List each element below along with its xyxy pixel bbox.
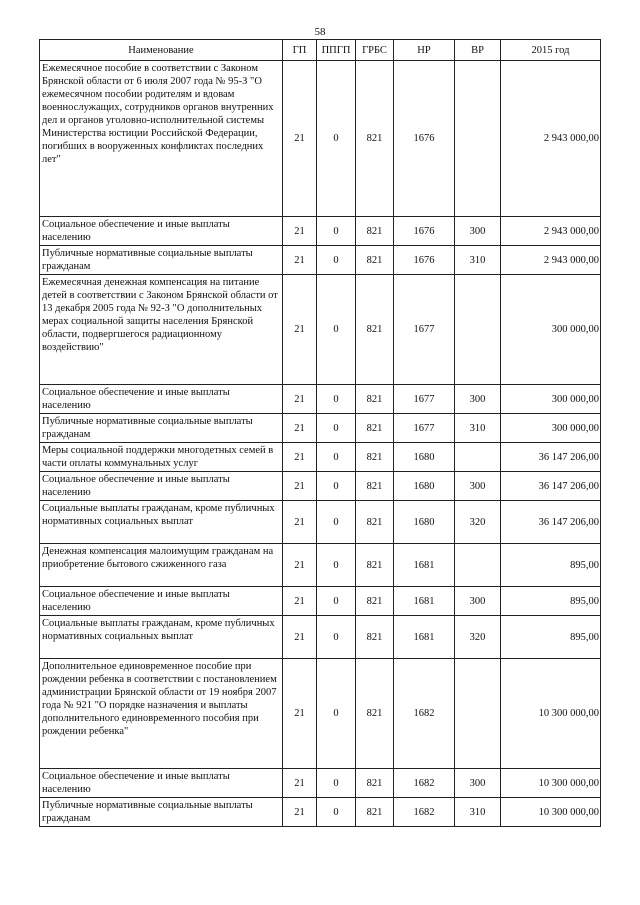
- cell-pgp: 0: [317, 544, 356, 587]
- cell-pgp: 0: [317, 501, 356, 544]
- cell-vr: 300: [455, 769, 501, 798]
- cell-grbs: 821: [356, 544, 394, 587]
- cell-pgp: 0: [317, 616, 356, 659]
- cell-amount: 300 000,00: [501, 414, 601, 443]
- cell-amount: 895,00: [501, 544, 601, 587]
- cell-name: Социальное обеспечение и иные выплаты населению: [40, 385, 283, 414]
- cell-gp: 21: [283, 798, 317, 827]
- cell-gp: 21: [283, 472, 317, 501]
- cell-vr: 310: [455, 414, 501, 443]
- cell-name: Публичные нормативные социальные выплаты гражданам: [40, 414, 283, 443]
- cell-name: Публичные нормативные социальные выплаты гражданам: [40, 246, 283, 275]
- table-row: [40, 246, 601, 275]
- cell-amount: 10 300 000,00: [501, 798, 601, 827]
- cell-vr: [455, 544, 501, 587]
- cell-vr: 320: [455, 501, 501, 544]
- table-row: [40, 443, 601, 472]
- cell-amount: 2 943 000,00: [501, 61, 601, 217]
- cell-gp: 21: [283, 443, 317, 472]
- cell-amount: 36 147 206,00: [501, 472, 601, 501]
- cell-vr: 300: [455, 587, 501, 616]
- table-row: [40, 798, 601, 827]
- cell-name: Социальные выплаты гражданам, кроме публичных нормативных социальных выплат: [40, 501, 283, 544]
- cell-vr: 300: [455, 472, 501, 501]
- table-body: [40, 61, 601, 827]
- cell-pgp: 0: [317, 659, 356, 769]
- cell-nr: 1682: [394, 798, 455, 827]
- table-row: [40, 501, 601, 544]
- page-number: 58: [314, 26, 326, 38]
- column-header-pgp: ППГП: [317, 40, 356, 61]
- cell-pgp: 0: [317, 472, 356, 501]
- header-row: [40, 40, 601, 61]
- cell-nr: 1680: [394, 443, 455, 472]
- cell-grbs: 821: [356, 659, 394, 769]
- cell-amount: 895,00: [501, 616, 601, 659]
- cell-nr: 1681: [394, 544, 455, 587]
- cell-nr: 1676: [394, 246, 455, 275]
- cell-vr: 320: [455, 616, 501, 659]
- cell-gp: 21: [283, 61, 317, 217]
- cell-pgp: 0: [317, 217, 356, 246]
- cell-pgp: 0: [317, 61, 356, 217]
- cell-amount: 36 147 206,00: [501, 501, 601, 544]
- cell-nr: 1682: [394, 659, 455, 769]
- cell-grbs: 821: [356, 501, 394, 544]
- cell-name: Социальное обеспечение и иные выплаты населению: [40, 769, 283, 798]
- cell-pgp: 0: [317, 769, 356, 798]
- cell-amount: 300 000,00: [501, 385, 601, 414]
- table-row: [40, 61, 601, 217]
- cell-name: Социальные выплаты гражданам, кроме публичных нормативных социальных выплат: [40, 616, 283, 659]
- cell-gp: 21: [283, 414, 317, 443]
- cell-vr: 310: [455, 246, 501, 275]
- cell-amount: 10 300 000,00: [501, 769, 601, 798]
- cell-gp: 21: [283, 217, 317, 246]
- cell-name: Социальное обеспечение и иные выплаты населению: [40, 472, 283, 501]
- column-header-year: 2015 год: [501, 40, 601, 61]
- cell-name: Ежемесячное пособие в соответствии с Законом Брянской области от 6 июля 2007 года № 95-З "О ежемесячном пособии родителям и вдовам военнослужащих, сотрудников органов внутренних дел и органов уголовно-исполнительной системы Министерства юстиции Российской Федерации, погибших в вооруженных конфликтах последних лет": [40, 61, 283, 217]
- cell-nr: 1677: [394, 275, 455, 385]
- cell-vr: [455, 443, 501, 472]
- cell-name: Публичные нормативные социальные выплаты гражданам: [40, 798, 283, 827]
- cell-nr: 1681: [394, 587, 455, 616]
- cell-pgp: 0: [317, 246, 356, 275]
- cell-amount: 300 000,00: [501, 275, 601, 385]
- cell-grbs: 821: [356, 61, 394, 217]
- budget-table: [39, 39, 601, 827]
- cell-grbs: 821: [356, 217, 394, 246]
- cell-pgp: 0: [317, 275, 356, 385]
- table-row: [40, 414, 601, 443]
- cell-nr: 1676: [394, 217, 455, 246]
- cell-nr: 1677: [394, 414, 455, 443]
- cell-vr: 300: [455, 217, 501, 246]
- column-header-grbs: ГРБС: [356, 40, 394, 61]
- cell-nr: 1680: [394, 472, 455, 501]
- column-header-name: Наименование: [40, 40, 283, 61]
- cell-nr: 1681: [394, 616, 455, 659]
- column-header-vr: ВР: [455, 40, 501, 61]
- cell-gp: 21: [283, 544, 317, 587]
- cell-grbs: 821: [356, 246, 394, 275]
- table-row: [40, 616, 601, 659]
- cell-grbs: 821: [356, 275, 394, 385]
- cell-grbs: 821: [356, 587, 394, 616]
- cell-gp: 21: [283, 246, 317, 275]
- cell-name: Ежемесячная денежная компенсация на питание детей в соответствии с Законом Брянской области от 13 декабря 2005 года № 92-З "О дополнительных мерах социальной защиты населения Брянской области, подвергшегося радиационному воздействию": [40, 275, 283, 385]
- cell-grbs: 821: [356, 472, 394, 501]
- cell-gp: 21: [283, 385, 317, 414]
- table-row: [40, 544, 601, 587]
- cell-vr: [455, 61, 501, 217]
- table-row: [40, 472, 601, 501]
- cell-amount: 10 300 000,00: [501, 659, 601, 769]
- table-row: [40, 587, 601, 616]
- cell-pgp: 0: [317, 385, 356, 414]
- table-row: [40, 275, 601, 385]
- cell-name: Социальное обеспечение и иные выплаты населению: [40, 217, 283, 246]
- cell-grbs: 821: [356, 443, 394, 472]
- cell-gp: 21: [283, 587, 317, 616]
- cell-vr: 310: [455, 798, 501, 827]
- table-row: [40, 217, 601, 246]
- column-header-nr: НР: [394, 40, 455, 61]
- cell-pgp: 0: [317, 443, 356, 472]
- cell-name: Меры социальной поддержки многодетных семей в части оплаты коммунальных услуг: [40, 443, 283, 472]
- cell-grbs: 821: [356, 385, 394, 414]
- cell-amount: 895,00: [501, 587, 601, 616]
- cell-pgp: 0: [317, 587, 356, 616]
- cell-vr: [455, 659, 501, 769]
- cell-grbs: 821: [356, 414, 394, 443]
- cell-gp: 21: [283, 275, 317, 385]
- cell-grbs: 821: [356, 798, 394, 827]
- cell-vr: [455, 275, 501, 385]
- cell-name: Дополнительное единовременное пособие при рождении ребенка в соответствии с постановлением администрации Брянской области от 19 ноября 2007 года № 921 "О порядке назначения и выплаты дополнительного единовременного пособия при рождении ребенка": [40, 659, 283, 769]
- cell-name: Денежная компенсация малоимущим гражданам на приобретение бытового сжиженного газа: [40, 544, 283, 587]
- cell-amount: 36 147 206,00: [501, 443, 601, 472]
- cell-gp: 21: [283, 659, 317, 769]
- cell-nr: 1676: [394, 61, 455, 217]
- table-row: [40, 385, 601, 414]
- column-header-gp: ГП: [283, 40, 317, 61]
- cell-gp: 21: [283, 769, 317, 798]
- cell-name: Социальное обеспечение и иные выплаты населению: [40, 587, 283, 616]
- cell-grbs: 821: [356, 616, 394, 659]
- cell-vr: 300: [455, 385, 501, 414]
- cell-pgp: 0: [317, 798, 356, 827]
- cell-nr: 1677: [394, 385, 455, 414]
- cell-gp: 21: [283, 501, 317, 544]
- table-row: [40, 769, 601, 798]
- cell-gp: 21: [283, 616, 317, 659]
- cell-amount: 2 943 000,00: [501, 246, 601, 275]
- table-row: [40, 659, 601, 769]
- cell-nr: 1682: [394, 769, 455, 798]
- cell-grbs: 821: [356, 769, 394, 798]
- cell-amount: 2 943 000,00: [501, 217, 601, 246]
- cell-pgp: 0: [317, 414, 356, 443]
- cell-nr: 1680: [394, 501, 455, 544]
